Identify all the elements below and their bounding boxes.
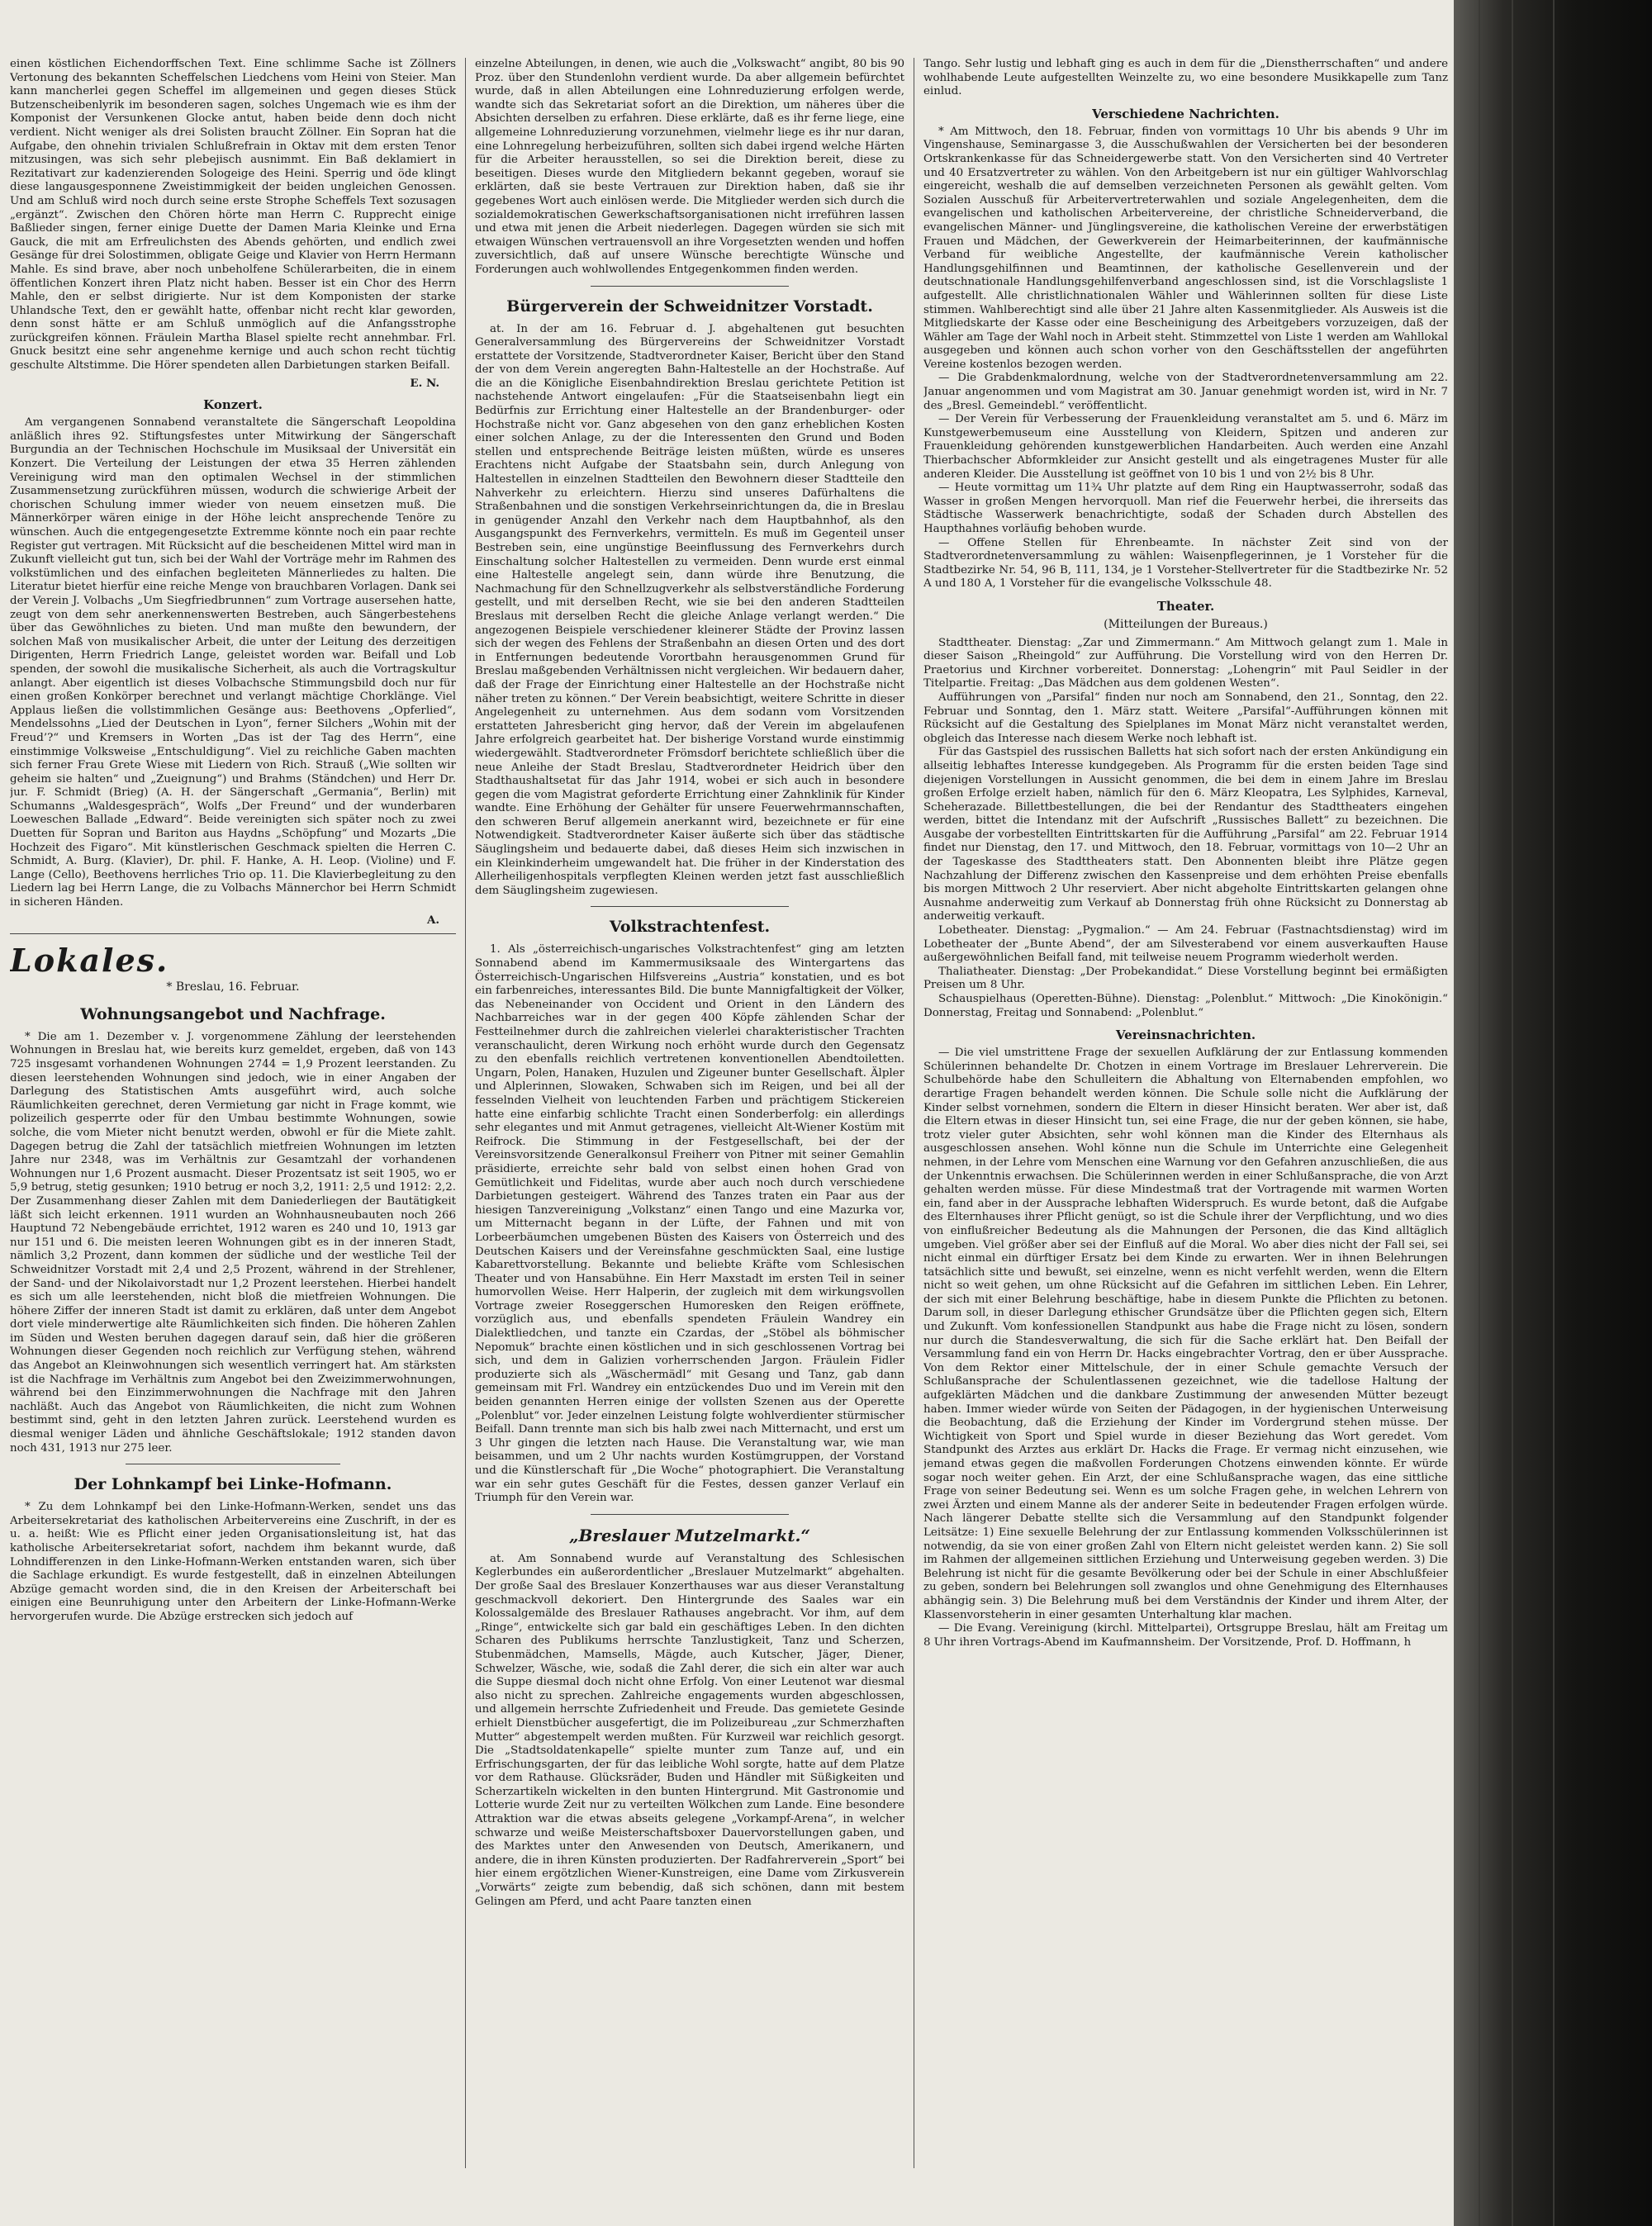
divider [591,286,789,287]
article-text: Tango. Sehr lustig und lebhaft ging es auch in dem für die „Dienstherrschaften“ und andere wohlhabende Leute aufgestellten Weinzelte zu, wo eine besondere Musikkapelle zum Tanz einlud. [923,58,1448,98]
page-edge [1479,0,1480,2226]
article-text: Schauspielhaus (Operetten-Bühne). Dienstag: „Polenblut.“ Mittwoch: „Die Kinokönigin.“ Donnerstag, Freitag und Sonnabend: „Polenblut.“ [923,993,1448,1019]
article-text: — Offene Stellen für Ehrenbeamte. In nächster Zeit sind von der Stadtverordnetenversammlung zu wählen: Waisenpflegerinnen, je 1 Vorsteher für die Stadtbezirke Nr. 54, 96 B, 111, 134, je 1 Vorsteher-Stellvertreter für die Stadtbezirke Nr. 52 A und 180 A, 1 Vorsteher für die evangelische Volksschule 48. [923,536,1448,591]
section-title-lokales: Lokales. [10,942,169,980]
headline-buergerverein: Bürgerverein der Schweidnitzer Vorstadt. [506,297,873,316]
article-text: Am vergangenen Sonnabend veranstaltete die Sängerschaft Leopoldina anläßlich ihres 92. Stiftungsfestes unter Mitwirkung der Sängerschaft Burgundia an der Technischen Hochschule im Musiksaal der Universität ein Konzert. Die Verteilung der Leistungen der etwa 35 Herren zählenden Vereinigung wird man den optimalen Wechsel in der stimmlichen Zusammensetzung zurückführen müssen, wodurch die schwierige Arbeit der chorischen Schulung immer wieder von neuem einsetzen muß. Die Männerkörper wären einige in der Höhe leicht ansprechende Tenöre zu wünschen. Auch die entgegengesetzte Extremme könnte noch ein paar rechte Register gut vertragen. Mit Rücksicht auf die bescheidenen Mittel wird man in Zukunft vielleicht gut tun, sich bei der Wahl der Vorträge mehr im Rahmen des volkstümlichen und des einfachen begleiteten Männerliedes zu halten. Die Literatur bietet hierfür eine reiche Menge von brauchbaren Vorlagen. Dank sei der Verein J. Volbachs „Um Siegfriedbrunnen“ zum Vortrage ausersehen hatte, zeugt von dem sehr anerkennenswerten Bestreben, auch Sängerbestehens über das Gewöhnliches zu bieten. Und man mußte den bewundern, der solchen Maß von musikalischer Arbeit, die unter der Leitung des derzeitigen Dirigenten, Herrn Friedrich Lange, geleistet worden war. Beifall und Lob spenden, der sowohl die musikalische Sicherheit, als auch die Vortragskultur anlangt. Aber eigentlich ist dieses Volbachsche Stimmungsbild doch nur für einen großen Konkörper berechnet und verlangt mächtige Chorklänge. Viel Applaus ließen die vollstimmlichen Gesänge aus: Beethovens „Opferlied“, Mendelssohns „Lied der Deutschen in Lyon“, ferner Silchers „Wohin mit der Freud’?“ und Kremsers in Worten „Das ist der Tag des Herrn“, eine einstimmige Volksweise „Entschuldigung“. Viel zu reichliche Gaben machten sich ferner Frau Grete Wiese mit Liedern von Rich. Strauß („Wie sollten wir geheim sie halten“ und „Zueignung“) und Brahms (Ständchen) und Herr Dr. jur. F. Schmidt (Brieg) (A. H. der Sängerschaft „Germania“, Berlin) mit Schumanns „Waldesgespräch“, Wolfs „Der Freund“ und der wunderbaren Loeweschen Ballade „Edward“. Beide vereinigten sich später noch zu zwei Duetten für Sopran und Bariton aus Haydns „Schöpfung“ und Mozarts „Die Hochzeit des Figaro“. Mit künstlerischen Geschmack spielten die Herren C. Schmidt, A. Burg. (Klavier), Dr. phil. F. Hanke, A. H. Leop. (Violine) und F. Lange (Cello), Beethovens herrliches Trio op. 11. Die Klavierbegleitung zu den Liedern lag bei Herrn Lange, die zu Volbachs Männerchor bei Herrn Schmidt in sicheren Händen. [10,416,456,909]
divider [591,906,789,907]
column-2 [475,58,904,2168]
section-heading-theater: Theater. [1156,598,1215,614]
author-signature: A. [426,913,439,927]
headline-mutzelmarkt: „Breslauer Mutzelmarkt.“ [568,1525,811,1545]
article-text: * Zu dem Lohnkampf bei den Linke-Hofmann-Werken, sendet uns das Arbeitersekretariat des katholischen Arbeitervereins eine Zuschrift, in der es u. a. heißt: Wie es Pflicht einer jeden Organisationsleitung ist, hat das katholische Arbeitersekretariat sofort, nachdem ihm bekannt wurde, daß Lohndifferenzen in den Linke-Hofmann-Werken entstanden waren, sich über die Sachlage erkundigt. Es wurde festgestellt, daß in einzelnen Abteilungen Abzüge gemacht worden sind, die in den Kreisen der Arbeiterschaft bei einigen eine Beunruhigung unter den Arbeitern der Linke-Hofmann-Werke hervorgerufen wurde. Die Abzüge erstrecken sich jedoch auf [10,1501,456,1623]
article-text: — Die Grabdenkmalordnung, welche von der Stadtverordnetenversammlung am 22. Januar angenommen und vom Magistrat am 30. Januar genehmigt worden ist, wird in Nr. 7 des „Bresl. Gemeindebl.“ veröffentlicht. [923,372,1448,412]
article-text: Für das Gastspiel des russischen Balletts hat sich sofort nach der ersten Ankündigung ein allseitig lebhaftes Interesse kundgegeben. Als Programm für die ersten beiden Tage sind diejenigen Vorstellungen in Aussicht genommen, die bei dem in einem Jahre im Breslau großen Erfolge erzielt haben, nämlich für den 6. März Kleopatra, Les Sylphides, Karneval, Scheherazade. Billettbestellungen, die bei der Rendantur des Stadttheaters eingehen werden, bittet die Intendanz mit der Aufschrift „Russisches Ballett“ zu bezeichnen. Die Ausgabe der vorbestellten Eintrittskarten für die Aufführung „Parsifal“ am 22. Februar 1914 findet nur Dienstag, den 17. und Mittwoch, den 18. Februar, vormittags von 10—2 Uhr an der Tageskasse des Stadttheaters statt. Den Abonnenten bleibt ihre Plätze gegen Nachzahlung der Differenz zwischen den Kassenpreise und dem erhöhten Preise ebenfalls bis morgen Mittwoch 2 Uhr reserviert. Aber nicht abgeholte Eintrittskarten gelangen ohne Ausnahme anderweitig zum Verkauf ab Donnerstag früh ohne Rücksicht zu Donnerstag ab anderweitig verkauft. [923,746,1448,923]
article-text: at. Am Sonnabend wurde auf Veranstaltung des Schlesischen Keglerbundes ein außerordentlicher „Breslauer Mutzelmarkt“ abgehalten. Der große Saal des Breslauer Konzerthauses war aus dieser Veranstaltung geschmackvoll dekoriert. Den Hintergrunde des Saales war ein Kolossalgemälde des Breslauer Rathauses angebracht. Vor ihm, auf dem „Ringe“, entwickelte sich gar bald ein geschäftiges Leben. In den dichten Scharen des Publikums herrschte Tanzlustigkeit, Tanz und Scherzen, Stubenmädchen, Mamsells, Mägde, auch Kutscher, Jäger, Diener, Schwelzer, Wäsche, wie, sodaß die Zahl derer, die sich ein alter war auch die Suppe diesmal doch nicht ohne Erfolg. Von einer Leutenot war diesmal also nicht zu sprechen. Zahlreiche engagements wurden abgeschlossen, und allgemein herrschte Zufriedenheit und Freude. Das gemietete Gesinde erhielt Dienstbücher ausgefertigt, die im Polizeibureau „zur Schmerzhaften Mutter“ abgestempelt werden mußten. Für Kurzweil war reichlich gesorgt. Die „Stadtsoldatenkapelle“ spielte munter zum Tanze auf, und ein Erfrischungsgarten, der für das leibliche Wohl sorgte, hatte auf dem Platze vor dem Rathause. Glücksräder, Buden und Händler mit Süßigkeiten und Scherzartikeln wickelten in den bunten Hintergrund. Mit Gastronomie und Lotterie wurde Zeit nur zu verteilten Wölkchen zum Lande. Eine besondere Attraktion war die etwas abseits gelegene „Vorkampf-Arena“, in welcher schwarze und weiße Meisterschaftsboxer Dauervorstellungen gaben, und des Marktes unter den Anwesenden von Deutsch, Amerikanern, und andere, die in ihren Künsten produzierten. Der Radfahrerverein „Sport“ bei hier einem ergötzlichen Wiener-Kunstreigen, eine Dame vom Zirkusverein „Vorwärts“ zeigte zum bebendig, daß sich schönen, dann mit bestem Gelingen am Pferd, und acht Paare tanzten einen [475,1552,904,1908]
column-rule [465,58,466,2168]
article-text: 1. Als „österreichisch-ungarisches Volkstrachtenfest“ ging am letzten Sonnabend abend im Kammermusiksaale des Wintergartens das Österreichisch-Ungarischen Hilfsvereins „Austria“ konstatien, und es bot ein farbenreiches, interessantes Bild. Die bunte Mannigfaltigkeit der Völker, das Nebeneinander von Occident und Orient in den Ländern des Nachbarreiches war in der gegen 400 Köpfe zählenden Schar der Festteilnehmer durch die zahlreichen vielerlei charakteristischer Trachten veranschaulicht, deren Wirkung noch erhöht wurde durch den Gegensatz zu den ebenfalls reichlich vertretenen konventionellen Abendtoiletten. Ungarn, Polen, Hanaken, Huzulen und Zigeuner bunter Gesellschaft. Älpler und Alplerinnen, Slowaken, Schwaben sich im Reigen, und bei all der fesselnden Vielheit von leuchtenden Farben und prächtigem Stickereien hatte eine einfarbig schlichte Tracht einen Sonderberfolg: ein allerdings sehr elegantes und mit Anmut getragenes, vielleicht Alt-Wiener Kostüm mit Reifrock. Die Stimmung in der Festgesellschaft, bei der der Vereinsvorsitzende Generalkonsul Freiherr von Pitner mit seiner Gemahlin präsidierte, erreichte sehr bald von selbst einen hohen Grad von Gemütlichkeit und Fidelitas, wurde aber auch noch durch verschiedene Darbietungen gesteigert. Während des Tanzes traten ein Paar aus der hiesigen Tanzvereinigung „Volkstanz“ einen Tango und eine Mazurka vor, um Mitternacht begann in der Lüfte, der Fahnen und mit von Lorbeerbäumchen umgebenen Büsten des Kaisers von Österreich und des Deutschen Kaisers und der Vereinsfahne geschmückten Saal, eine lustige Kabarettvorstellung. Bekannte und beliebte Kräfte vom Schlesischen Theater und von Hansabühne. Ein Herr Maxstadt im ersten Teil in seiner humorvollen Weise. Herr Halperin, der zugleich mit dem wirkungsvollen Vortrage zweier Roseggerschen Humoresken den Reigen eröffnete, vorzüglich aus, und ebenfalls spendeten Fräulein Wandrey ein Dialektliedchen, und tanzte ein Czardas, der „Stöbel als böhmischer Nepomuk“ brachte einen köstlichen und in sich geschlossenen Vortrag bei sich, und dem in Galizien vorherrschenden Jargon. Fräulein Fidler produzierte sich als „Wäschermädl“ mit Gesang und Tanz, gab dann gemeinsam mit Frl. Wandrey ein entzückendes Duo und im Verein mit den beiden genannten Herren einige der vollsten Szenen aus der Operette „Polenblut“ vor. Jeder einzelnen Leistung folgte wohlverdienter stürmischer Beifall. Dann trennte man sich bis halb zwei nach Mitternacht, und erst um 3 Uhr gingen die letzten nach Hause. Die Veranstaltung war, wie man beisammen, und um 2 Uhr nachts wurden Kostümgruppen, der Vorstand und die Künstlerschaft für „Die Woche“ photographiert. Die Veranstaltung war ein sehr gutes Geschäft für die Festes, dessen ganzer Verlauf ein Triumph für den Verein war. [475,943,904,1505]
author-signature: E. N. [410,376,439,390]
subheading-theater: (Mitteilungen der Bureaus.) [1104,617,1268,631]
article-text: * Die am 1. Dezember v. J. vorgenommene Zählung der leerstehenden Wohnungen in Breslau hat, wie bereits kurz gemeldet, ergeben, daß von 143 725 insgesamt vorhandenen Wohnungen 2744 = 1,9 Prozent leerstanden. Zu diesen leerstehenden Wohnungen sind jedoch, wie in einer Angaben der Darlegung des Statistischen Amts ausgeführt wird, auch solche Räumlichkeiten gerechnet, deren Vermietung gar nicht in Frage kommt, wie polizeilich gesperrte oder für den Umbau bestimmte Wohnungen, sowie solche, die vom Mieter nicht benutzt werden, obwohl er für die Miete zahlt. Dagegen betrug die Zahl der tatsächlich mietfreien Wohnungen im letzten Jahre nur 2348, was im Verhältnis zur Gesamtzahl der vorhandenen Wohnungen nur 1,6 Prozent ausmacht. Dieser Prozentsatz ist seit 1905, wo er 5,9 betrug, stetig gesunken; 1910 betrug er noch 3,2, 1911: 2,5 und 1912: 2,2. Der Zusammenhang dieser Zahlen mit dem Daniederliegen der Bautätigkeit läßt sich leicht erkennen. 1911 wurden an Wohnhausneubauten noch 266 Hauptund 72 Nebengebäude errichtet, 1912 waren es 240 und 10, 1913 gar nur 151 und 6. Die meisten leeren Wohnungen gibt es in der inneren Stadt, nämlich 3,2 Prozent, dann kommen der südliche und der westliche Teil der Schweidnitzer Vorstadt mit 2,4 und 2,5 Prozent, während in der Strehlener, der Sand- und der Nikolaivorstadt nur 1,2 Prozent leerstehen. Hierbei handelt es sich um alle leerstehenden, nicht bloß die mietfreien Wohnungen. Die höhere Ziffer der inneren Stadt ist damit zu erklären, daß unter dem Angebot dort viele minderwertige alte Räumlichkeiten sich finden. Die höheren Zahlen im Süden und Westen beruhen dagegen darauf sein, daß hier die größeren Wohnungen dieser Gegenden noch reichlich zur Verfügung stehen, während das Angebot an Kleinwohnungen sich wesentlich verringert hat. Am stärksten ist die Nachfrage im Verhältnis zum Angebot bei den Zweizimmerwohnungen, während bei den Einzimmerwohnungen die Nachfrage mit den Jahren nachläßt. Auch das Angebot von Räumlichkeiten, die nicht zum Wohnen bestimmt sind, geht in den letzten Jahren zurück. Leerstehend wurden es diesmal weniger Läden und ähnliche Geschäftslokale; 1912 standen davon noch 431, 1913 nur 275 leer. [10,1030,456,1455]
article-text: Lobetheater. Dienstag: „Pygmalion.“ — Am 24. Februar (Fastnachtsdienstag) wird im Lobetheater der „Bunte Abend“, der am Silvesterabend vor einem ausverkauften Hause außergewöhnlichen Beifall fand, mit teilweise neuem Programm wiederholt werden. [923,924,1448,965]
article-text: — Die Evang. Vereinigung (kirchl. Mittelpartei), Ortsgruppe Breslau, hält am Freitag um 8 Uhr ihren Vortrags-Abend im Kaufmannsheim. Der Vorsitzende, Prof. D. Hoffmann, h [923,1622,1448,1649]
section-heading-vereine: Vereinsnachrichten. [1115,1028,1256,1043]
article-text: — Der Verein für Verbesserung der Frauenkleidung veranstaltet am 5. und 6. März im Kunstgewerbemuseum eine Ausstellung von Kleidern, Spitzen und anderen zur Frauenkleidung gehörenden kunstgewerblichen Handarbeiten. Auch werden eine Anzahl Thierbachscher Abformkleider zur Ansicht gestellt und als eingetragenes Muster für alle anderen Kleider. Die Ausstellung ist geöffnet von 10 bis 1 und von 2½ bis 8 Uhr. [923,413,1448,481]
article-text: * Am Mittwoch, den 18. Februar, finden von vormittags 10 Uhr bis abends 9 Uhr im Vingenshause, Seminargasse 3, die Ausschußwahlen der Versicherten bei der besonderen Ortskrankenkasse für das Schneidergewerbe statt. Von den Versicherten sind 40 Vertreter und 40 Ersatzvertreter zu wählen. Von den Arbeitgebern ist nur ein gültiger Wahlvorschlag eingereicht, weshalb die auf demselben verzeichneten Personen als gewählt gelten. Vom Sozialen Ausschuß für Arbeitervertreterwahlen und soziale Angelegenheiten, dem die evangelischen und katholischen Arbeitervereine, der christliche Schneiderverband, die evangelischen Männer- und Jünglingsvereine, die katholischen Vereine der erwerbstätigen Frauen und Mädchen, der Gewerkverein der Heimarbeiterinnen, der kaufmännische Verband für weibliche Angestellte, der kaufmännische Verein katholischer Handlungsgehilfinnen und Beamtinnen, der katholische Gesellenverein und der deutschnationale Handlungsgehilfenverband angeschlossen sind, ist die Vorschlagsliste 1 aufgestellt. Alle christlichnationalen Wähler und Wählerinnen sollten für diese Liste stimmen. Wahlberechtigt sind alle über 21 Jahre alten Kassenmitglieder. Als Ausweis ist die Mitgliedskarte der Kasse oder eine Bescheinigung des Arbeitgebers vorzuzeigen, daß der Wähler am Tage der Wahl noch in Arbeit steht. Stimmzettel von Liste 1 werden am Wahllokal ausgegeben und können auch schon vorher von den Geschäftsstellen der angeführten Vereine kostenlos bezogen werden. [923,125,1448,371]
article-text: einzelne Abteilungen, in denen, wie auch die „Volkswacht“ angibt, 80 bis 90 Proz. über den Stundenlohn verdient wurde. Da aber allgemein befürchtet wurde, daß in allen Abteilungen eine Lohnreduzierung erfolgen werde, wandte sich das Sekretariat sofort an die Direktion, um näheres über die Absichten derselben zu erfahren. Diese erklärte, daß es ihr ferne liege, eine allgemeine Lohnreduzierung vorzunehmen, vielmehr liege es ihr nur daran, eine Lohnregelung herbeizuführen, sollten sich dabei irgend welche Härten für die Arbeiter herausstellen, so sei die Direktion bereit, diese zu beseitigen. Dieses wurde den Mitgliedern bekannt gegeben, worauf sie erklärten, daß sie beste Vertrauen zur Direktion haben, daß sie ihr gegebenes Wort auch einlösen werde. Die Mitglieder werden sich durch die sozialdemokratischen Gewerkschaftsorganisationen nicht irreführen lassen und etwa mit jenen die Arbeit niederlegen. Dagegen würden sie sich mit etwaigen Wünschen vertrauensvoll an ihre Vorgesetzten wenden und hoffen zuversichtlich, daß auf unsere Wünsche berechtigte Wünsche und Forderungen auch wohlwollendes Entgegenkommen finden werden. [475,58,904,276]
article-text: — Heute vormittag um 11¾ Uhr platzte auf dem Ring ein Hauptwasserrohr, sodaß das Wasser in großen Mengen hervorquoll. Man rief die Feuerwehr herbei, die ihrerseits das Städtische Wasserwerk benachrichtigte, sodaß der Schaden durch Abstellen des Haupthahnes vorläufig behoben wurde. [923,482,1448,535]
article-text: einen köstlichen Eichendorffschen Text. Eine schlimme Sache ist Zöllners Vertonung des bekannten Scheffelschen Liedchens vom Heini von Steier. Man kann mancherlei gegen Scheffel im allgemeinen und gegen dieses Stück Butzenscheibenlyrik im besonderen sagen, solches Ungemach wie es ihm der Komponist der Versunkenen Glocke antut, haben beide denn doch nicht verdient. Nicht weniger als drei Solisten braucht Zöllner. Ein Sopran hat die Aufgabe, den ohnehin trivialen Schlußrefrain in Oktav mit dem ersten Tenor mitzusingen, was sich sehr plebejisch ausnimmt. Ein Baß deklamiert in Rezitativart zur kadenzierenden Sologeige des Heini. Sperrig und öde klingt diese langausgesponnene Zweistimmigkeit der beiden ungleichen Genossen. Und am Schluß wird noch durch seine erste Strophe Scheffels Text sozusagen „ergänzt“. Zwischen den Chören hörte man Herrn C. Rupprecht einige Baßlieder singen, ferner einige Duette der Damen Maria Kleinke und Erna Gauck, die mit am Erfreulichsten des Abends gehörten, und endlich zwei Gesänge für drei Solostimmen, obligate Geige und Klavier von Herrn Hermann Mahle. Es sind brave, aber noch unbeholfene Schülerarbeiten, die in einem öffentlichen Konzert ihren Platz nicht haben. Besser ist ein Chor des Herrn Mahle, den er selbst dirigierte. Nur ist dem Komponisten der starke Uhlandsche Text, den er gewählt hatte, offenbar nicht recht klar geworden, denn sonst hätte er am Schluß unmöglich auf die Anfangsstrophe zurückgreifen können. Fräulein Martha Blasel spielte recht annehmbar. Frl. Gnuck besitzt eine sehr angenehme kernige und auch schon recht tüchtig geschulte Altstimme. Die Hörer spendeten allen Darbietungen starken Beifall. [10,58,456,373]
article-text: — Die viel umstrittene Frage der sexuellen Aufklärung der zur Entlassung kommenden Schülerinnen behandelte Dr. Chotzen in einem Vortrage im Breslauer Lehrerverein. Die Schulbehörde habe den Schulleitern die Abhaltung von Elternabenden empfohlen, wo derartige Fragen behandelt werden können. Die Schule solle nicht die Aufklärung der Kinder selbst vornehmen, sondern die Eltern in dieser Hinsicht beraten. Wer aber ist, daß die Eltern etwas in dieser Hinsicht tun, sei eine Frage, die nur der geben können, sie habe, trotz vieler guter Absichten, sehr wohl können man die Kinder des Elternhaus als ausgeschlossen ansehen. Wohl könne nun die Schule im Unterrichte eine Gelegenheit nehmen, in der Lehre vom Menschen eine Warnung vor den Gefahren anzuschließen, die aus der Unkenntnis erwachsen. Die Schülerinnen werden in einer Schlußansprache, die von Arzt gehalten werden müsse. Für diese Mindestmaß trat der Vortragende mit warmen Worten ein, fand aber in der Aussprache lebhaften Widerspruch. Es wurde betont, daß die Aufgabe des Elternhauses ihrer Pflicht genügt, so ist die Schule ihrer der Verpflichtung, und wo dies von einflußreicher Bedeutung als die Mahnungen der Personen, die das Kind alltäglich umgeben. Viel größer aber sei der Einfluß auf die Moral. Wo aber dies nicht der Fall sei, sei nicht einmal ein dürftiger Ersatz bei dem Kinde zu erwarten. Wer in ihnen Belehrungen tatsächlich sitte und bewußt, sei einzelne, wenn es nicht verfehlt werden, wenn die Eltern nicht so weit gehen, um ohne Rücksicht auf die Gefahren im sittlichen Leben. Ein Lehrer, der sich mit einer Belehrung beschäftige, habe in diesem Punkte die Pflichten zu betonen. Darum soll, in dieser Darlegung ethischer Grundsätze über die Pflichten gegen sich, Eltern und Zukunft. Vom konfessionellen Standpunkt aus habe die Frage nicht zu lösen, sondern nur durch die Standesverwaltung, die sich für die Sache erklärt hat. Den Beifall der Versammlung fand ein von Herrn Dr. Hacks eingebrachter Vortrag, den er über Aussprache. Von dem Rektor einer Mittelschule, der in einer Schule gemachte Versuch der Schlußansprache der Schulentlassenen gezeichnet, wie die tadellose Haltung der aufgeklärten Mädchen und die dankbare Zustimmung der anwesenden Mütter bezeugt haben. Immer wieder würde von Seiten der Pädagogen, in der hygienischen Unterweisung die Beobachtung, daß die Erziehung der Kinder im Vordergrund stehen müsse. Der Wichtigkeit von Sport und Spiel wurde in dieser Beziehung das Wort geredet. Vom Standpunkt des Arztes aus erklärt Dr. Hacks die Frage. Er vermag nicht einzusehen, wie jemand etwas gegen die maßvollen Forderungen Chotzens einwenden könnte. Er würde sogar noch weiter gehen. Ein Arzt, der eine Schlußansprache wagen, das eine sittliche Frage von seiner Bedeutung sei. Wenn es um solche Fragen gehe, in welchen Lehrern von zwei Ärzten und einem Manne als der anderer Seite in bedeutender Fragen erfolgen würde. Nach längerer Debatte stellte sich die Versammlung auf den Standpunkt folgender Leitsätze: 1) Eine sexuelle Belehrung der zur Entlassung kommenden Volksschülerinnen ist notwendig, da sie von einer großen Zahl von Eltern nicht geleistet werden kann. 2) Sie soll im Rahmen der allgemeinen sittlichen Erziehung und Unterweisung gegeben werden. 3) Die Belehrung ist nicht für die gesamte Bevölkerung oder bei der Schule in einer Abschlußfeier zu geben, sondern bei Belehrungen soll zwanglos und ohne Genehmigung des Elternhauses abhängig sein. 3) Die Belehrung muß bei dem Verständnis der Kinder und ihrem Alter, der Klassenvorsteherin in einer gesamten Unterhaltung klar machen. [923,1047,1448,1621]
column-3 [923,58,1448,2168]
divider [10,933,456,934]
page-edge [1553,0,1555,2226]
article-text: at. In der am 16. Februar d. J. abgehaltenen gut besuchten Generalversammlung des Bürgervereins der Schweidnitzer Vorstadt erstattete der Vorsitzende, Stadtverordneter Kaiser, Bericht über den Stand der von dem Verein angeregten Bahn-Haltestelle an der Hochstraße. Auf die an die Königliche Eisenbahndirektion Breslau gerichtete Petition ist nachstehende Antwort eingelaufen: „Für die Staatseisenbahn liegt ein Bedürfnis zur Errichtung einer Haltestelle an der Brandenburger- oder Hochstraße nicht vor. Ganz abgesehen von den ganz erheblichen Kosten einer solchen Anlage, zu der die Interessenten den Grund und Boden stellen und entsprechende Beiträge leisten müßten, würde es unseres Erachtens nicht Aufgabe der Staatsbahn sein, durch Anlegung von Haltestellen in einzelnen Stadtteilen den Bewohnern dieser Stadtteile den Nahverkehr zu erleichtern. Hierzu sind unseres Dafürhaltens die Straßenbahnen und die sonstigen Verkehrseinrichtungen da, die in Breslau in genügender Anzahl den Verkehr nach dem Hauptbahnhof, als den Ausgangspunkt des Fernverkehrs, vermitteln. Es muß im Gegenteil unser Bestreben sein, eine ungünstige Beeinflussung des Fernverkehrs durch Einschaltung solcher Haltestellen zu vermeiden. Denn wurde erst einmal eine Haltestelle angelegt sein, dann würde ihre Benutzung, die Nachmachung für den Schnellzugverkehr als selbstverständliche Forderung gestellt, und mit derselben Recht, wie sie bei den anderen Stadtteilen Breslaus mit derselben Recht die gleiche Anlage verlangt werden.“ Die angezogenen Beispiele verschiedener kleinerer Städte der Provinz lassen sich der wegen des Fehlens der Straßenbahn an diesen Orten und des dort in Entfernungen bedeutende Vorortbahn herausgenommen Grund für Breslau maßgebenden Verhältnissen nicht vergleichen. Wir bedauern daher, daß der Frage der Einrichtung einer Haltestelle an der Hochstraße nicht näher treten zu können.“ Der Verein beabsichtigt, weitere Schritte in dieser Angelegenheit zu unternehmen. Aus dem sodann vom Vorsitzenden erstatteten Jahresbericht ging hervor, daß der Verein im abgelaufenen Jahre erfolgreich gearbeitet hat. Der bisherige Vorstand wurde einstimmig wiedergewählt. Stadtverordneter Frömsdorf berichtete schließlich über die neue Anleihe der Stadt Breslau, Stadtverordneter Heidrich über den Stadthaushaltsetat für das Jahr 1914, wobei er sich auch in besondere gegen die vom Magistrat geforderte Errichtung einer Zahnklinik für Kinder wandte. Eine Erhöhung der Gehälter für unsere Feuerwehrmannschaften, den schweren Beruf allgemein anerkannt wird, bezeichnete er für eine Notwendigkeit. Stadtverordneter Kaiser äußerte sich über das städtische Säuglingsheim und bedauerte dabei, daß dieses Heim sich inzwischen in ein Kleinkinderheim umgewandelt hat. Die früher in der Kinderstation des Allerheiligenhospitals verpflegten Kleinen werden jetzt fast ausschließlich dem Säuglingsheim zugewiesen. [475,322,904,897]
article-text: Stadttheater. Dienstag: „Zar und Zimmermann.“ Am Mittwoch gelangt zum 1. Male in dieser Saison „Rheingold“ zur Aufführung. Die Vorstellung wird von den Herren Dr. Praetorius und Kirchner vorbereitet. Donnerstag: „Lohengrin“ mit Paul Seidler in der Titelpartie. Freitag: „Das Mädchen aus dem goldenen Westen“. [923,636,1448,691]
section-heading-nachrichten: Verschiedene Nachrichten. [1092,106,1279,121]
column-1 [10,58,456,2168]
dateline: * Breslau, 16. Februar. [166,980,300,994]
headline-lohnkampf: Der Lohnkampf bei Linke-Hofmann. [74,1475,392,1494]
headline-wohnungsangebot: Wohnungsangebot und Nachfrage. [80,1004,386,1023]
section-heading-konzert: Konzert. [203,397,263,413]
headline-volkstrachtenfest: Volkstrachtenfest. [609,918,771,937]
article-text: Thaliatheater. Dienstag: „Der Probekandidat.“ Diese Vorstellung beginnt bei ermäßigten Preisen um 8 Uhr. [923,965,1448,992]
article-text: Aufführungen von „Parsifal“ finden nur noch am Sonnabend, den 21., Sonntag, den 22. Februar und Sonntag, den 1. März statt. Weitere „Parsifal“-Aufführungen können mit Rücksicht auf die Gestaltung des Spielplanes im Monat März nicht veranstaltet werden, obgleich das Interesse nach diesem Werke noch lebhaft ist. [923,691,1448,745]
divider [591,1514,789,1515]
page-edge [1512,0,1513,2226]
book-binding [1454,0,1652,2226]
